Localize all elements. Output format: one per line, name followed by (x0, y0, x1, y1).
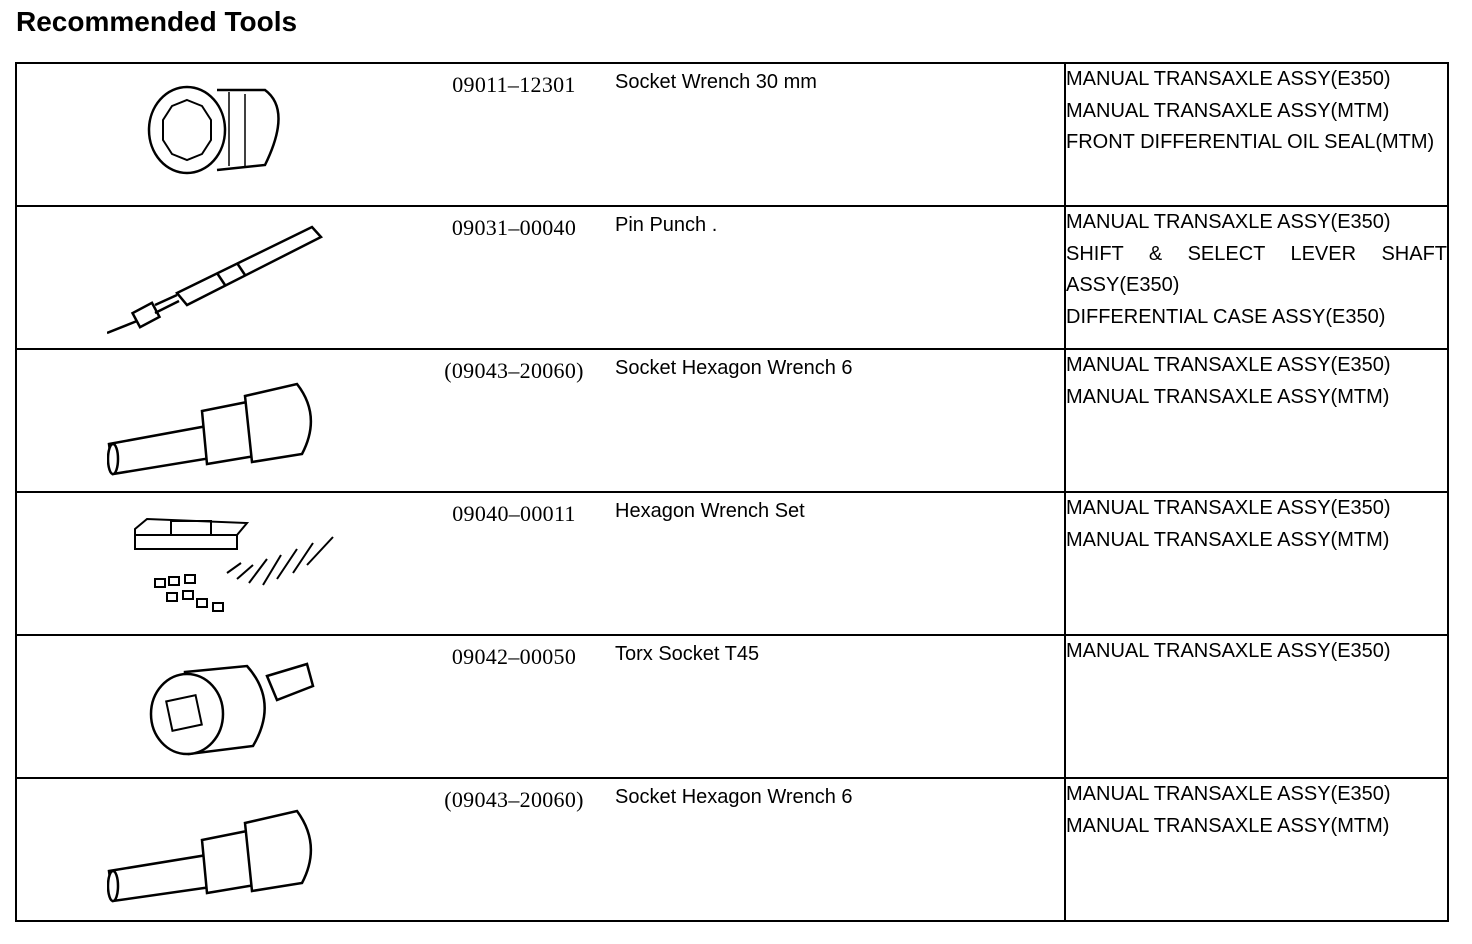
applications-cell (1065, 635, 1448, 778)
socket-hexagon-wrench-icon (107, 785, 337, 915)
application-item: MANUAL TRANSAXLE ASSY(MTM) (1066, 99, 1390, 122)
pin-punch-icon (107, 213, 337, 343)
tool-cell (16, 492, 1065, 635)
tool-description: Hexagon Wrench Set (615, 500, 805, 522)
table-row (16, 206, 1448, 349)
application-item: DIFFERENTIAL CASE ASSY(E350) (1066, 305, 1386, 328)
applications-cell (1065, 778, 1448, 921)
tool-description: Socket Wrench 30 mm (615, 71, 817, 93)
application-item: FRONT DIFFERENTIAL OIL SEAL(MTM) (1066, 131, 1435, 153)
tool-description: Torx Socket T45 (615, 643, 760, 665)
socket-hexagon-wrench-icon (107, 356, 337, 486)
tool-cell (16, 349, 1065, 492)
application-item: MANUAL TRANSAXLE ASSY(MTM) (1066, 814, 1390, 837)
tool-description: Pin Punch . (615, 214, 718, 236)
application-item: MANUAL TRANSAXLE ASSY(E350) (1066, 211, 1391, 233)
applications-cell (1065, 63, 1448, 206)
part-number: 09040–00011 (452, 501, 576, 526)
part-number: (09043–20060) (444, 358, 584, 383)
table-row (16, 635, 1448, 778)
application-item: MANUAL TRANSAXLE ASSY(E350) (1066, 354, 1391, 376)
hexagon-wrench-set-icon (107, 499, 337, 629)
application-item: MANUAL TRANSAXLE ASSY(E350) (1066, 497, 1391, 519)
application-item: SHIFT & SELECT LEVER SHAFT ASSY(E350) (1066, 242, 1447, 296)
page-title: Recommended Tools (16, 6, 298, 37)
tool-description: Socket Hexagon Wrench 6 (615, 786, 853, 808)
part-number: 09031–00040 (451, 215, 577, 240)
part-number: (09043–20060) (444, 787, 584, 812)
application-item: MANUAL TRANSAXLE ASSY(E350) (1066, 640, 1391, 662)
application-item: MANUAL TRANSAXLE ASSY(MTM) (1066, 528, 1390, 551)
part-number: 09011–12301 (452, 72, 576, 97)
applications-cell (1065, 206, 1448, 349)
torx-socket-icon (107, 642, 337, 772)
application-item: MANUAL TRANSAXLE ASSY(E350) (1066, 783, 1391, 805)
socket-wrench-icon (107, 70, 337, 200)
application-item: MANUAL TRANSAXLE ASSY(E350) (1066, 68, 1391, 90)
tool-cell (16, 778, 1065, 921)
applications-cell (1065, 492, 1448, 635)
tool-cell (16, 206, 1065, 349)
applications-cell (1065, 349, 1448, 492)
tool-cell (16, 635, 1065, 778)
part-number: 09042–00050 (451, 644, 577, 669)
table-row (16, 492, 1448, 635)
tool-cell (16, 63, 1065, 206)
table-row (16, 63, 1448, 206)
table-row (16, 349, 1448, 492)
tools-table (15, 62, 1449, 922)
application-item: MANUAL TRANSAXLE ASSY(MTM) (1066, 385, 1390, 408)
table-row (16, 778, 1448, 921)
tool-description: Socket Hexagon Wrench 6 (615, 357, 853, 379)
